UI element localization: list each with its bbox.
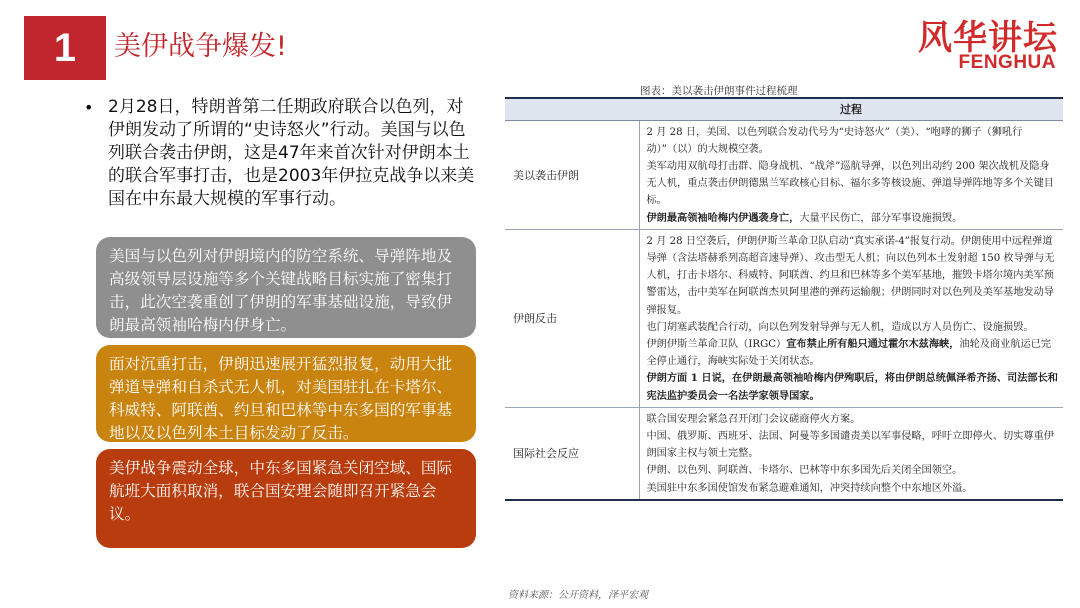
table-row [505, 407, 1063, 500]
events-table [505, 97, 1063, 501]
table-caption: 图表：美以袭击伊朗事件过程梳理 [640, 85, 798, 97]
detail-bold: 宣布禁止所有船只通过霍尔木兹海峡， [786, 337, 960, 350]
detail-text: 大量平民伤亡，部分军事设施损毁。 [799, 212, 963, 224]
summary-box-retaliation: 面对沉重打击，伊朗迅速展开猛烈报复，动用大批弹道导弹和自杀式无人机，对美国驻扎在卡塔尔、科威特、阿联酋、约旦和巴林等中东多国的军事基地以及以色列本土目标发动了反击。 [96, 345, 476, 442]
detail-text: 油轮及商业航运已完全停止通行，海峡实际处于关闭状态。 [646, 338, 1052, 368]
row-category: 伊朗反击 [505, 229, 639, 407]
detail-line: 联合国安理会紧急召开闭门会议磋商停火方案。 [646, 413, 861, 425]
detail-line: 美国驻中东多国使馆发布紧急避难通知，冲突持续向整个中东地区外溢。 [646, 482, 973, 494]
summary-box-strike: 美国与以色列对伊朗境内的防空系统、导弹阵地及高级领导层设施等多个关键战略目标实施了密集打击，此次空袭重创了伊朗的军事基础设施，导致伊朗最高领袖哈梅内伊身亡。 [96, 237, 476, 338]
row-category: 美以袭击伊朗 [505, 120, 639, 229]
table-header-process: 过程 [639, 98, 1063, 120]
table-header-empty [505, 98, 639, 120]
detail-text: 伊朗伊斯兰革命卫队（IRGC） [646, 338, 787, 350]
row-detail [639, 120, 1063, 229]
page-title: 美伊战争爆发! [114, 31, 287, 62]
detail-line [647, 210, 1059, 227]
table-header-row [505, 98, 1063, 120]
detail-line: 2 月 28 日空袭后，伊朗伊斯兰革命卫队启动“真实承诺-4”报复行动。伊朗使用中远程弹道导弹（含法塔赫系列高超音速导弹）、攻击型无人机；向以色列本土发射超 150 枚导弹与无人机，打击卡塔尔、科威特、阿联酋、约旦和巴林等多个美军基地，摧毁卡塔尔境内美军预警雷达，击中美军在阿联酋杰贝阿里港的弹药运输舰；伊朗同时对以色列及美军基地发动导弹报复。 [646, 235, 1055, 316]
bullet-dot-icon: • [84, 98, 94, 117]
intro-bullet-text: 2月28日，特朗普第二任期政府联合以色列，对伊朗发动了所谓的“史诗怒火”行动。美国与以色列联合袭击伊朗，这是47年来首次针对伊朗本土的联合军事打击，也是2003年伊拉克战争以来美国在中东最大规模的军事行动。 [108, 97, 475, 209]
row-detail [639, 407, 1063, 500]
detail-line: 2 月 28 日，美国、以色列联合发动代号为“史诗怒火”（美）、“咆哮的狮子（狮吼行动）”（以）的大规模空袭。 [646, 126, 1023, 155]
source-note: 资料来源：公开资料，泽平宏观 [508, 590, 648, 601]
slide-number: 1 [24, 16, 106, 80]
row-category: 国际社会反应 [505, 407, 639, 500]
detail-line [647, 336, 1059, 370]
brand-logo-en: FENGHUA [958, 52, 1056, 73]
brand-logo-cn: 风华讲坛 [918, 18, 1058, 58]
row-detail [639, 229, 1063, 407]
detail-line: 伊朗、以色列、阿联酋、卡塔尔、巴林等中东多国先后关闭全国领空。 [646, 465, 963, 477]
detail-bold: 伊朗最高领袖哈梅内伊遇袭身亡， [646, 211, 800, 224]
table-row [505, 229, 1063, 407]
intro-bullet [84, 96, 480, 211]
detail-line: 伊朗方面 1 日说，在伊朗最高领袖哈梅内伊殉职后，将由伊朗总统佩泽希齐扬、司法部长和宪法监护委员会一名法学家领导国家。 [646, 372, 1058, 402]
summary-box-global-reaction: 美伊战争震动全球，中东多国紧急关闭空域、国际航班大面积取消，联合国安理会随即召开紧急会议。 [96, 449, 476, 548]
detail-line: 也门胡塞武装配合行动，向以色列发射导弹与无人机，造成以方人员伤亡、设施损毁。 [646, 321, 1034, 333]
detail-line: 中国、俄罗斯、西班牙、法国、阿曼等多国谴责美以军事侵略，呼吁立即停火、切实尊重伊朗国家主权与领土完整。 [646, 430, 1054, 460]
table-row [505, 120, 1063, 229]
detail-line: 美军动用双航母打击群、隐身战机、“战斧”巡航导弹，以色列出动约 200 架次战机及隐身无人机，重点袭击伊朗德黑兰军政核心目标、福尔多等核设施、弹道导弹阵地等多个关键目标。 [646, 160, 1054, 207]
